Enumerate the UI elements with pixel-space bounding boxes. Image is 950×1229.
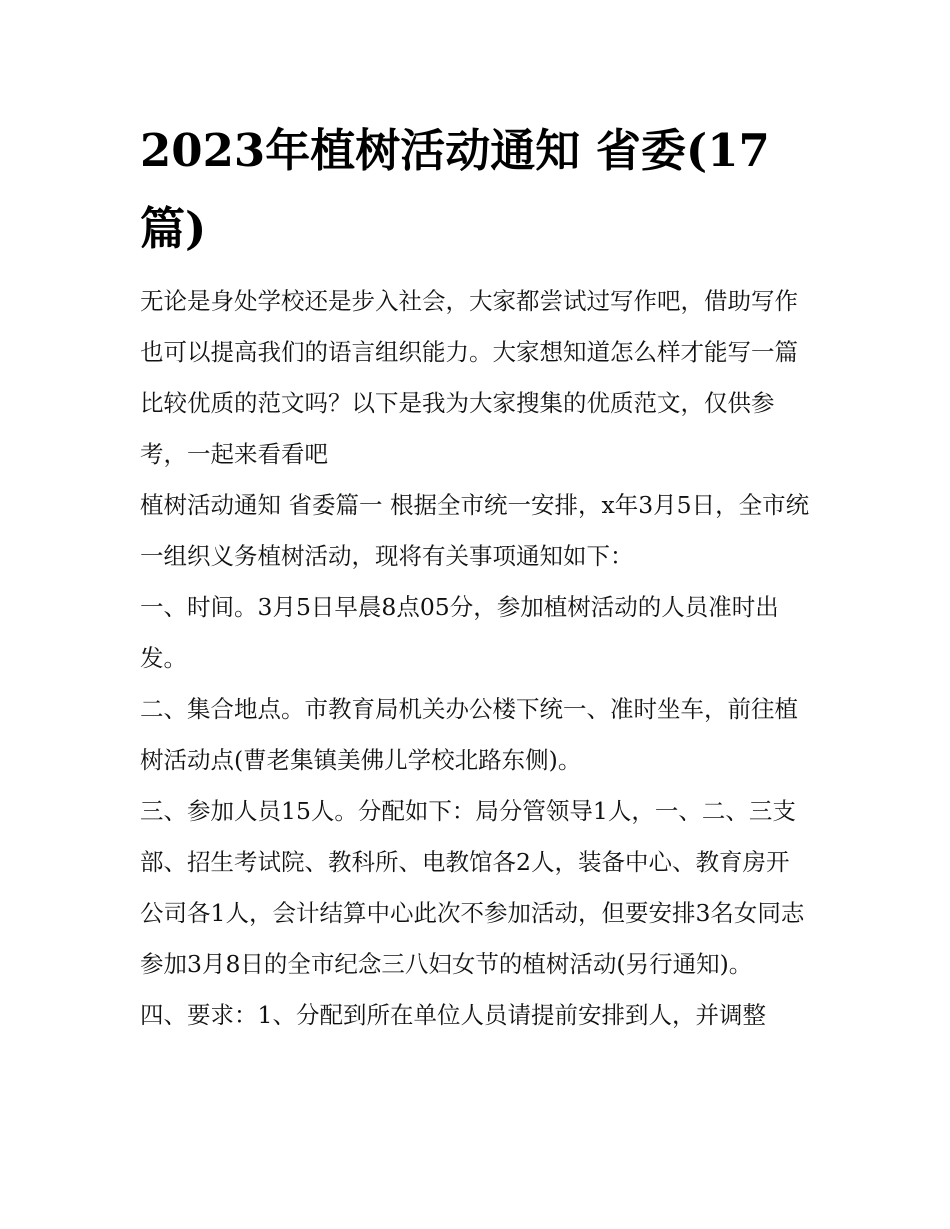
document-body [140, 276, 812, 1041]
assembly-location-paragraph: 二、集合地点。市教育局机关办公楼下统一、准时坐车，前往植树活动点(曹老集镇美佛儿学校北路东侧)。 [140, 695, 798, 774]
document-title: 2023年植树活动通知 省委(17篇) [140, 124, 770, 255]
requirements-paragraph: 四、要求：1、分配到所在单位人员请提前安排到人，并调整 [140, 1001, 766, 1029]
participants-paragraph: 三、参加人员15人。分配如下：局分管领导1人，一、二、三支部、招生考试院、教科所、电教馆各2人，装备中心、教育房开公司各1人，会计结算中心此次不参加活动，但要安排3名女同志参加3月8日的全市纪念三八妇女节的植树活动(另行通知)。 [140, 797, 805, 978]
notice-opening-paragraph: 植树活动通知 省委篇一 根据全市统一安排，x年3月5日，全市统一组织义务植树活动，现将有关事项通知如下： [140, 491, 810, 570]
intro-paragraph: 无论是身处学校还是步入社会，大家都尝试过写作吧，借助写作也可以提高我们的语言组织能力。大家想知道怎么样才能写一篇比较优质的范文吗？以下是我为大家搜集的优质范文，仅供参考，一起来看看吧 [140, 287, 798, 468]
time-paragraph: 一、时间。3月5日早晨8点05分，参加植树活动的人员准时出发。 [140, 593, 779, 672]
